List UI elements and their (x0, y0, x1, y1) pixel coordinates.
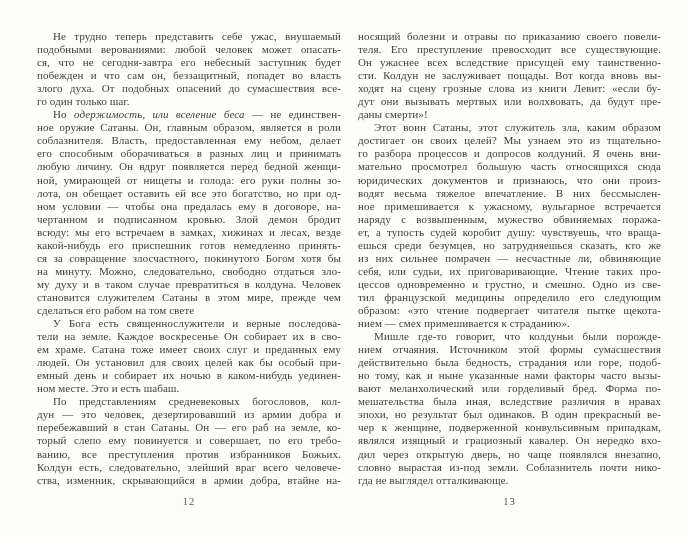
text-line: ся, что не сегодня-завтра его небесный заступник будет (37, 57, 341, 70)
text-line: становится служителем Сатаны в этом мире, прежде чем (37, 291, 341, 304)
text-line: эпохи, но результат был одинаков. В один прекрасный ве- (358, 409, 661, 422)
text-line: Мишле где-то говорит, что колдуньи были порожде- (374, 331, 661, 344)
text-line: ванию, все преступления против избранников Божьих. (37, 448, 341, 461)
text-line: го один только шаг. (37, 96, 130, 109)
paragraph (358, 331, 661, 488)
text-line: Этот воин Сатаны, этот служитель зла, каким образом (374, 122, 661, 135)
text-line: дил через открытую дверь, но чаще появлялся внезапно, (358, 448, 661, 461)
text-line: чер к женщине, подверженной конвульсивным припадкам, (358, 422, 661, 435)
text-segment: Но (53, 109, 74, 122)
text-line: ет, а тупость судей коробит душу: чувствуешь, что враща- (358, 226, 661, 239)
text-line: соблазнителя. Власть, предоставленная ему небом, делает (37, 135, 341, 148)
page-left-text-column (37, 31, 341, 488)
text-line: любую личину. Он вдруг появляется перед бедной женщи- (37, 161, 341, 174)
text-line: водят весьма тяжелое впечатление. В них бессмыслен- (358, 187, 661, 200)
text-line: всюду: мы его встречаем в замках, хижинах и лесах, везде (37, 226, 341, 239)
text-line: дут они вызывать мертвых или волхвовать, да будут пре- (358, 96, 661, 109)
paragraph (37, 31, 341, 109)
page-right-text-column (358, 31, 661, 488)
page-number-right: 13 (503, 497, 516, 508)
text-line: являлся изящный и грациозный кавалер. Он нередко вхо- (358, 435, 661, 448)
text-line: ном условии — чтобы она предалась ему в договоре, на- (37, 200, 341, 213)
text-line: юридических документов и признаюсь, что они произ- (358, 174, 661, 187)
text-line: мательно просмотрел большую часть относящихся сюда (358, 161, 661, 174)
text-line: ном месте. Это и есть шабаш. (37, 383, 180, 396)
text-line: гда не выглядел отталкивающе. (358, 474, 509, 487)
text-line: на минуту. Можно, следовательно, свободно отдаться зло- (37, 265, 341, 278)
text-line: себя, или судьи, их приговаривающие. Чтение таких про- (358, 265, 661, 278)
text-line: ное примешивается к ужасному, вульгарное встречается (358, 200, 661, 213)
text-line: тил французской медицины определило его следующим (358, 291, 661, 304)
text-line: ходят на сцену грозные слова из книги Левит: «если бу- (358, 83, 661, 96)
text-line: ешься среди безумцев, но затрудняешься сказать, кто же (358, 239, 661, 252)
text-line: его способным оборачиваться в разных лиц и принимать (37, 148, 341, 161)
text-line: достигает он своих целей? Мы узнаем это из тщательно- (358, 135, 661, 148)
text-line: носящий болезни и отравы по приказанию своего повели- (358, 31, 661, 43)
text-line: действительно была бедность, страдания или горе, подоб- (358, 357, 661, 370)
text-line: ства, изменник, скрывающийся в армии добра, втайне на- (37, 474, 341, 487)
text-line: дун — это человек, дезертировавший из армии добра и (37, 409, 341, 422)
text-line: из них сильнее помрачен — несчастные ли, обвиняющие (358, 252, 661, 265)
text-line: вают меланхолический или горделивый бред. Форма по- (358, 383, 661, 396)
text-line: нием — смех примешивается к страданию». (358, 318, 570, 331)
text-segment: — не единствен- (244, 109, 341, 122)
page-number-left: 12 (182, 497, 196, 508)
text-line: ное оружие Сатаны. Он, главным образом, является в роли (37, 122, 341, 135)
text-line: нием отчаяния. Источником этой формы сумасшествия (358, 344, 661, 357)
text-line: У Бога есть священнослужители и верные последова- (53, 318, 341, 331)
text-line: сти. Колдун не заслуживает пощады. Вот когда вновь вы- (358, 70, 661, 83)
text-line: наряду с возвышенным, мужество обвиняемых поража- (358, 213, 661, 226)
emphasized-text: одержимость, или вселение беса (73, 109, 245, 122)
text-line: ся за совращение злосчастного, покинутого Богом хотя бы (37, 252, 341, 265)
text-line: словно вырастая из-под земли. Соблазнитель почти нико- (358, 461, 661, 474)
text-line: перебежавший в стан Сатаны. Он — его раб на земле, ко- (37, 422, 341, 435)
text-line: тели на земле. Каждое воскресенье Он собирает их в сво- (37, 331, 341, 344)
text-line: злого духа. От подобных опасений до сумасшествия все- (37, 83, 341, 96)
text-line: подобными верованиями: любой человек может опасать- (37, 44, 341, 57)
text-line: ем храме. Сатана тоже имеет своих слуг и преданных ему (37, 344, 341, 357)
text-line: даны смерти»! (358, 109, 428, 122)
paragraph (358, 31, 661, 122)
text-line: емный день и собирает их ночью в каком-нибудь уединен- (37, 370, 341, 383)
text-line: теля. Его преступление превосходит все существующие. (358, 44, 661, 57)
text-line: побежден и что сам он, беззащитный, попадет во власть (37, 70, 341, 83)
text-line: Не трудно теперь представить себе ужас, внушаемый (53, 31, 341, 43)
text-line: сделаться его рабом на том свете (37, 304, 195, 317)
text-line: Колдун есть, следовательно, злейший враг всего человече- (37, 461, 341, 474)
text-line: людей. Он установил для своих целей как бы особый при- (37, 357, 341, 370)
text-line: цессов одновременно и грустно, и смешно. Одно из све- (358, 278, 661, 291)
text-line: какой-нибудь его приспешник готов немедленно принять- (37, 239, 341, 252)
text-line (37, 109, 341, 122)
paragraph (37, 396, 341, 487)
text-line: му духу и в таком случае превратиться в колдуна. Человек (37, 278, 341, 291)
text-line: торый слепо ему повинуется и совершает, по его требо- (37, 435, 341, 448)
paragraph (358, 122, 661, 331)
paragraph (37, 109, 341, 318)
text-line: Он ужаснее всех вследствие присущей ему таинственно- (358, 57, 661, 70)
text-line: образом: «это чтение подвергает читателя пытке щекота- (358, 304, 661, 317)
text-line: чертанном и подписанном кровью. Злой демон бродит (37, 213, 341, 226)
text-line: го разбора процессов и допросов колдуний. Я очень вни- (358, 148, 661, 161)
text-line: По представлениям средневековых богословов, кол- (53, 396, 341, 409)
paragraph (37, 318, 341, 396)
text-line: лота, он обещает оставить ей все это богатство, но при од- (37, 187, 341, 200)
text-line: мешательства была иная, вследствие различия в нравах (358, 396, 661, 409)
text-line: но тому, как и ныне указанные нами факторы часто вызы- (358, 370, 661, 383)
text-line: ной, умирающей от нищеты и голода: его руки полны зо- (37, 174, 341, 187)
